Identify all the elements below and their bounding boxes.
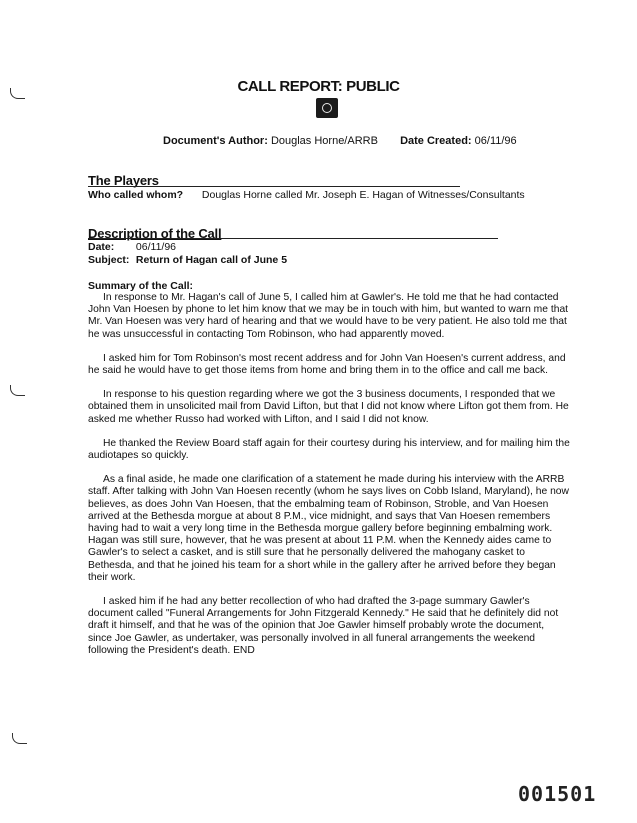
subject-row xyxy=(88,254,287,266)
description-rule xyxy=(88,238,498,239)
summary-paragraph: In response to Mr. Hagan's call of June 5, I called him at Gawler's. He told me that he had contacted John Van Hoesen by phone to let him know that we may be in touch with him, but wanted to warn me that Mr. Van Hoesen was very hard of hearing and that we would have to be very patient. He also told me that he was unsuccessful in contacting Tom Robinson, who had apparently moved. xyxy=(88,292,569,340)
seal-icon xyxy=(316,98,338,118)
subject-label: Subject: xyxy=(88,254,130,266)
margin-punch-mark xyxy=(10,385,25,396)
call-date-label: Date: xyxy=(88,241,115,253)
author-value: Douglas Horne/ARRB xyxy=(270,135,378,147)
summary-paragraph: He thanked the Review Board staff again for their courtesy during his interview, and for mailing him the audiotapes so quickly. xyxy=(88,437,570,462)
report-title: CALL REPORT: PUBLIC xyxy=(237,78,400,95)
document-meta xyxy=(163,135,517,147)
summary-paragraph: I asked him if he had any better recollection of who had drafted the 3-page summary Gawler's document called "Funeral Arrangements for John Fitzgerald Kennedy." He said that he definitely did not draft it himself, and that he was of the opinion that Joe Gawler himself probably wrote the document, since Joe Gawler, as undertaker, was personally involved in all funeral arrangements the weekend following the President's death. END xyxy=(88,596,559,656)
players-rule xyxy=(88,186,460,187)
who-called-row xyxy=(88,189,525,201)
margin-punch-mark xyxy=(12,733,27,744)
author-label: Document's Author: xyxy=(163,135,268,147)
summary-heading: Summary of the Call: xyxy=(88,280,194,292)
document-number-stamp: 001501 xyxy=(518,782,597,806)
summary-paragraph: I asked him for Tom Robinson's most recent address and for John Van Hoesen's current address, and he said he would have to get those items from home and bring them in to the office and call me back. xyxy=(88,352,566,377)
call-date-value: 06/11/96 xyxy=(135,241,177,253)
subject-value: Return of Hagan call of June 5 xyxy=(135,254,288,266)
who-called-value: Douglas Horne called Mr. Joseph E. Hagan of Witnesses/Consultants xyxy=(201,189,525,201)
players-heading: The Players xyxy=(88,173,159,188)
date-created-value: 06/11/96 xyxy=(474,135,517,147)
summary-paragraph: As a final aside, he made one clarification of a statement he made during his interview with the ARRB staff. After talking with John Van Hoesen recently (whom he says lives on Cobb Island, Maryland), he now believes, as does John Van Hoesen, that the embalming team of Robinson, Stroble, and Van Hoesen arrived at the Bethesda morgue at about 8 P.M., vice midnight, and says that Van Hoesen remembers having had to wait a very long time in the Bethesda morgue gallery before beginning embalming work. Hagan was still sure, however, that he was present at about 11 P.M. when the Kennedy aides came to Gawler's to select a casket, and is still sure that he personally delivered the mahogany casket to Bethesda, and that he joined his team for a short while in the gallery after he arrived before they began their work. xyxy=(88,474,569,583)
who-called-label: Who called whom? xyxy=(88,189,184,201)
call-date-row xyxy=(88,241,176,253)
margin-punch-mark xyxy=(10,88,25,99)
description-heading: Description of the Call xyxy=(88,226,222,241)
summary-body xyxy=(88,292,570,669)
date-created-label: Date Created: xyxy=(400,135,472,147)
summary-paragraph: In response to his question regarding where we got the 3 business documents, I responded that we obtained them in unsolicited mail from David Lifton, but that I did not know where Lifton got them from. He asked me whether Russo had worked with Lifton, and I said I did not know. xyxy=(88,389,569,425)
